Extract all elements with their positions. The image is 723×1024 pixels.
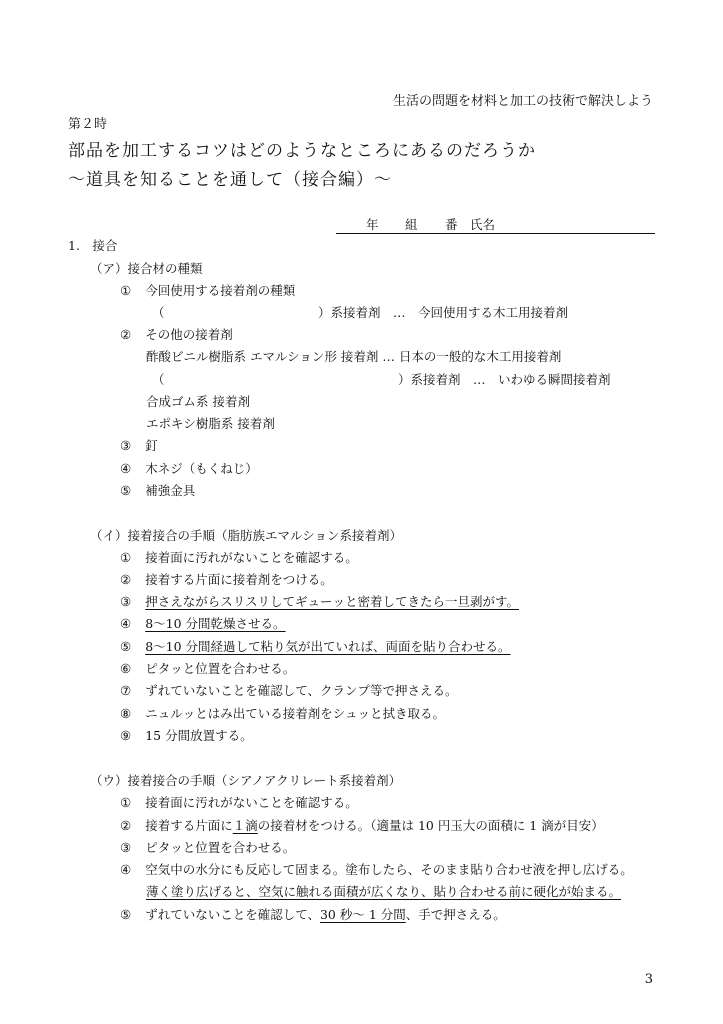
step-number: ⑤ [120,639,132,654]
item-number: ③ [120,438,132,453]
part-a-title: （ア）接合材の種類 [90,261,203,276]
page-subtitle: 〜道具を知ることを通して（接合編）〜 [68,170,392,190]
step-item [120,683,457,699]
page-number: 3 [644,972,653,987]
item-text: 補強金具 [145,483,196,498]
step-item [120,840,295,856]
step-number: ④ [120,862,132,877]
step-text: ずれていないことを確認して、 [145,907,320,922]
step-item [120,550,358,566]
step-number: ④ [120,616,132,631]
list-item [120,283,295,299]
item-text: 木ネジ（もくねじ） [145,461,258,476]
list-item [120,327,233,343]
step-text-emphasis: 30 秒〜 1 分間 [319,907,406,922]
step-text: 接着面に汚れがないことを確認する。 [145,795,358,810]
step-item [120,616,286,632]
step-text: の接着材をつける。（適量は 10 円玉大の面積に 1 滴が目安） [257,818,604,833]
step-text: 15 分間放置する。 [145,728,253,743]
step-item [120,572,333,588]
item-text: その他の接着剤 [145,327,233,342]
step-text: 、手で押さえる。 [405,907,506,922]
step-item [120,907,506,923]
step-text-continued [146,884,621,900]
part-c-title: （ウ）接着接合の手順（シアノアクリレート系接着剤） [90,773,402,788]
adhesive-other-1: 酢酸ビニル樹脂系 エマルション形 接着剤 … 日本の一般的な木工用接着剤 [146,349,562,364]
blank1-close: ）系接着剤 … 今回使用する木工用接着剤 [318,305,569,320]
lesson-number: 第２時 [68,117,108,132]
step-item [120,661,295,677]
step-number: ⑨ [120,728,132,743]
step-text: 接着する片面に接着剤をつける。 [145,572,333,587]
list-item [120,438,158,454]
part-b-title: （イ）接着接合の手順（脂肪族エマルション系接着剤） [90,528,402,543]
blank2-close: ）系接着剤 … いわゆる瞬間接着剤 [398,372,611,387]
blank2-open: （ [152,372,165,387]
step-number: ⑤ [120,907,132,922]
step-text: 接着面に汚れがないことを確認する。 [145,550,358,565]
step-item [120,706,445,722]
adhesive-other-2: 合成ゴム系 接着剤 [146,394,250,409]
step-item [120,818,604,834]
list-item [120,483,195,499]
step-item [120,594,519,610]
step-number: ① [120,795,132,810]
adhesive-other-3: エポキシ樹脂系 接着剤 [146,416,275,431]
step-text: ずれていないことを確認して、クランプ等で押さえる。 [145,683,458,698]
step-text-emphasis: 薄く塗り広げると、空気に触れる面積が広くなり、貼り合わせる前に硬化が始まる。 [146,884,622,899]
step-text: ニュルッとはみ出ている接着剤をシュッと拭き取る。 [145,706,445,721]
step-text: 接着する片面に [145,818,233,833]
section-heading: 1. 接合 [68,238,118,253]
item-text: 釘 [145,438,158,453]
page-title: 部品を加工するコツはどのようなところにあるのだろうか [68,141,536,161]
step-text: 8〜10 分間経過して粘り気が出ていれば、両面を貼り合わせる。 [145,639,511,654]
step-text: 空気中の水分にも反応して固まる。塗布したら、そのまま貼り合わせ液を押し広げる。 [145,862,633,877]
name-label: 氏名 [470,217,496,232]
list-item [120,461,258,477]
class-label: 組 [405,217,418,232]
step-item [120,639,511,655]
step-text: 押さえながらスリスリしてギューッと密着してきたら一旦剥がす。 [145,594,519,609]
item-text: 今回使用する接着剤の種類 [145,283,296,298]
step-number: ② [120,818,132,833]
step-item [120,862,633,878]
step-number: ③ [120,594,132,609]
step-number: ② [120,572,132,587]
step-item [120,795,358,811]
step-number: ⑦ [120,683,132,698]
step-number: ⑧ [120,706,132,721]
step-number: ⑥ [120,661,132,676]
item-number: ② [120,327,132,342]
step-item [120,728,253,744]
step-text: 8〜10 分間乾燥させる。 [145,616,286,631]
student-info-underline [336,233,655,234]
number-label: 番 [445,217,458,232]
step-number: ③ [120,840,132,855]
unit-title: 生活の問題を材料と加工の技術で解決しよう [392,94,653,109]
step-number: ① [120,550,132,565]
step-text-emphasis: １滴 [232,818,258,833]
item-number: ① [120,283,132,298]
blank1-open: （ [152,305,165,320]
item-number: ④ [120,461,132,476]
item-number: ⑤ [120,483,132,498]
step-text: ピタッと位置を合わせる。 [145,661,296,676]
year-label: 年 [366,217,379,232]
step-text: ピタッと位置を合わせる。 [145,840,296,855]
